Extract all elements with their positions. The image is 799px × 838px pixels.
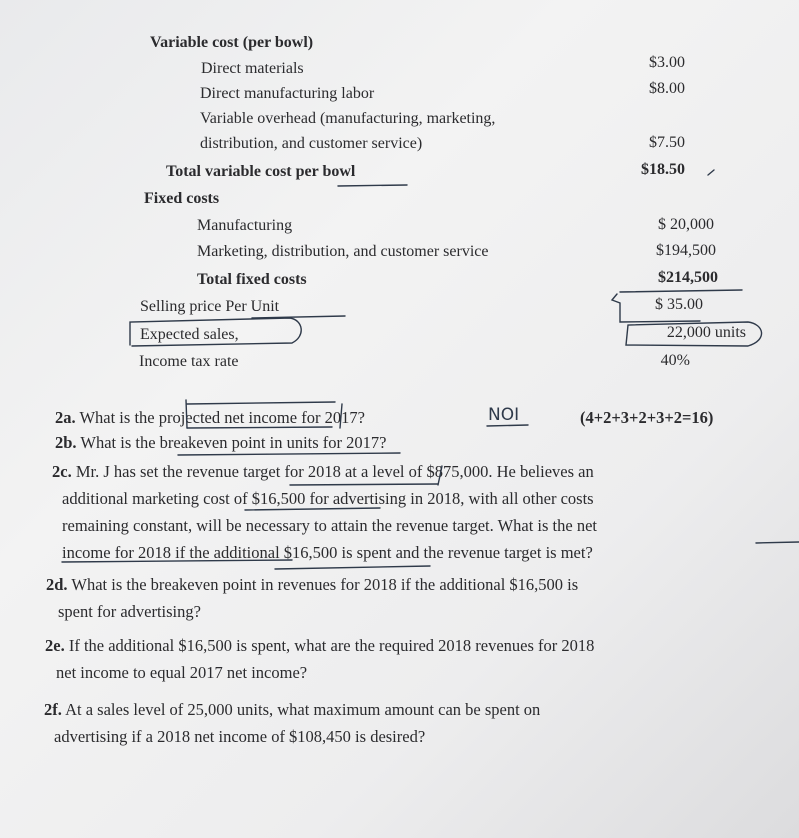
variable-overhead-value: $7.50 — [649, 134, 685, 151]
question-2c-text-1: Mr. J has set the revenue target for 2018 at a level of $875,000. He believes an — [75, 462, 594, 481]
question-2e-line-2: net income to equal 2017 net income? — [56, 663, 308, 682]
bracket-top — [187, 402, 335, 404]
underline-per-bowl — [338, 185, 407, 186]
total-fixed-rule — [620, 290, 742, 292]
total-variable-value: $18.50 — [641, 161, 685, 178]
tick-mark — [708, 170, 714, 175]
question-2d-line-2: spent for advertising? — [58, 602, 201, 621]
direct-materials-value: $3.00 — [649, 54, 685, 71]
question-2e-line-1 — [45, 636, 594, 656]
question-2f-line-2: advertising if a 2018 net income of $108,450 is desired? — [54, 727, 426, 746]
direct-labor-label: Direct manufacturing labor — [200, 85, 375, 102]
manufacturing-value: $ 20,000 — [658, 216, 714, 233]
selling-price-label: Selling price Per Unit — [140, 298, 280, 315]
variable-cost-header: Variable cost (per bowl) — [150, 34, 314, 51]
marketing-value: $194,500 — [656, 242, 716, 259]
question-2d-text-1: What is the breakeven point in revenues for 2018 if the additional $16,500 is — [71, 575, 579, 594]
question-2c-line-1 — [52, 462, 594, 482]
question-2e-text-1: If the additional $16,500 is spent, what are the required 2018 revenues for 2018 — [68, 636, 595, 655]
question-2f-line-1 — [44, 700, 540, 720]
underline-breakeven — [178, 453, 400, 455]
underline-additional — [275, 566, 430, 569]
question-2a — [55, 408, 365, 428]
variable-overhead-label-1: Variable overhead (manufacturing, marketing, — [200, 110, 496, 127]
handwritten-note: NOI — [488, 405, 520, 425]
question-2f-number: 2f. — [44, 700, 62, 719]
question-2c-line-4: income for 2018 if the additional $16,500 is spent and the revenue target is met? — [62, 543, 593, 562]
question-2a-text: What is the projected net income for 2017? — [79, 408, 365, 427]
points-breakdown: (4+2+3+2+3+2=16) — [580, 408, 714, 427]
question-2f-text-1: At a sales level of 25,000 units, what maximum amount can be spent on — [65, 700, 541, 719]
direct-labor-value: $8.00 — [649, 80, 685, 97]
marketing-label: Marketing, distribution, and customer service — [197, 243, 489, 260]
total-variable-label: Total variable cost per bowl — [166, 163, 356, 180]
expected-sales-value: 22,000 units — [666, 324, 746, 341]
direct-materials-label: Direct materials — [201, 60, 304, 77]
tax-rate-label: Income tax rate — [139, 353, 239, 370]
variable-overhead-label-2: distribution, and customer service) — [200, 135, 423, 152]
question-2d-number: 2d. — [46, 575, 68, 594]
total-fixed-value: $214,500 — [658, 269, 718, 286]
question-2d-line-1 — [46, 575, 578, 595]
expected-sales-label: Expected sales, — [140, 326, 239, 343]
question-2e-number: 2e. — [45, 636, 65, 655]
manufacturing-label: Manufacturing — [197, 217, 293, 234]
question-2c-line-3: remaining constant, will be necessary to attain the revenue target. What is the net — [62, 516, 598, 535]
question-2b-text: What is the breakeven point in units for 2017? — [80, 433, 387, 452]
underline-net — [756, 542, 799, 543]
question-2c-line-2: additional marketing cost of $16,500 for advertising in 2018, with all other costs — [62, 489, 594, 508]
underline-revenue-target — [290, 484, 438, 485]
noi-underline — [487, 425, 528, 426]
total-fixed-label: Total fixed costs — [197, 271, 307, 288]
fixed-costs-header: Fixed costs — [144, 190, 220, 207]
selling-price-value: $ 35.00 — [655, 296, 703, 313]
question-2b-number: 2b. — [55, 433, 77, 452]
question-2c-number: 2c. — [52, 462, 72, 481]
question-2b — [55, 433, 386, 453]
tax-rate-value: 40% — [660, 352, 690, 369]
question-2a-number: 2a. — [55, 408, 76, 427]
